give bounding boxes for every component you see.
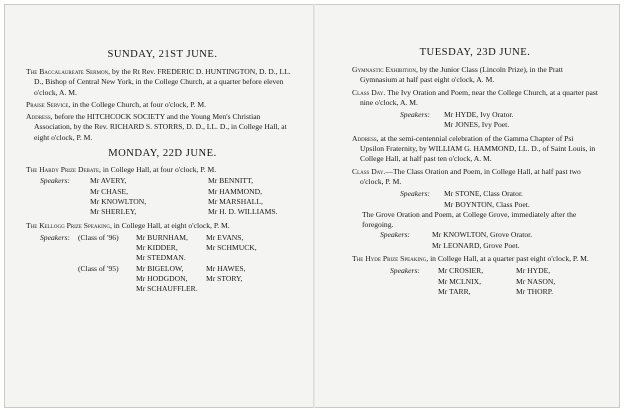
kellogg-text: in College Hall, at eight o'clock, P. M. bbox=[113, 220, 230, 230]
baccalaureate-entry bbox=[26, 67, 299, 98]
speaker-name: Mr LEONARD, Grove Poet. bbox=[432, 240, 520, 250]
gymnastic-text: by the Junior Class (Lincoln Prize), in the Pratt Gymnasium at half past eight o'clock, A. M. bbox=[360, 65, 563, 85]
speaker-name: Mr STORY, bbox=[206, 274, 243, 284]
address-title: Address, bbox=[352, 133, 379, 143]
speakers-label: Speakers: bbox=[40, 176, 70, 186]
gymnastic-title: Gymnastic Exhibition, bbox=[352, 65, 418, 74]
hyde-prize-title: The Hyde Prize Speaking, bbox=[352, 254, 429, 264]
speaker-name: Mr KIDDER, bbox=[136, 243, 178, 253]
speaker-name: Mr SCHAUFFLER. bbox=[136, 284, 198, 294]
speaker-name: Mr HYDE, bbox=[516, 266, 551, 276]
class-day-oration-entry bbox=[352, 167, 598, 188]
monday-heading: MONDAY, 22D JUNE. bbox=[108, 148, 217, 160]
class-day-ivy-text: The Ivy Oration and Poem, near the College Church, at a quarter past nine o'clock, A. M. bbox=[360, 87, 598, 107]
speaker-name: Mr MARSHALL, bbox=[208, 196, 263, 206]
hardy-title: The Hardy Prize Debate, bbox=[26, 165, 101, 175]
class-96-label: (Class of '96) bbox=[78, 232, 119, 242]
page-fold bbox=[313, 4, 315, 408]
class-day-title: Class Day. bbox=[352, 166, 386, 176]
kellogg-entry bbox=[26, 221, 299, 231]
speaker-name: Mr HAMMOND, bbox=[208, 186, 263, 196]
kellogg-speakers bbox=[26, 233, 299, 295]
grove-speakers bbox=[352, 230, 598, 251]
ivy-speakers bbox=[352, 110, 598, 131]
class-day-oration-text: —The Class Oration and Poem, in College Hall, at half past two o'clock, P. M. bbox=[360, 166, 581, 186]
psi-upsilon-address-entry bbox=[352, 134, 598, 165]
speakers-label: Speakers: bbox=[40, 232, 70, 242]
kellogg-title: The Kellogg Prize Speaking, bbox=[26, 220, 112, 230]
speaker-name: Mr KNOWLTON, bbox=[90, 196, 147, 206]
speaker-name: Mr BOYNTON, Class Poet. bbox=[444, 199, 530, 209]
speaker-name: Mr BENNITT, bbox=[208, 176, 253, 186]
speaker-name: Mr JONES, Ivy Poet. bbox=[444, 120, 510, 130]
baccalaureate-title: The Baccalaureate Sermon, bbox=[26, 67, 111, 76]
praise-text: in the College Church, at four o'clock, P. M. bbox=[72, 99, 207, 109]
speaker-name: Mr BURNHAM, bbox=[136, 232, 188, 242]
class-95-label: (Class of '95) bbox=[78, 263, 119, 273]
speakers-label: Speakers: bbox=[400, 189, 430, 199]
hardy-entry bbox=[26, 165, 299, 175]
speaker-name: Mr SCHMUCK, bbox=[206, 243, 257, 253]
speakers-label: Speakers: bbox=[400, 110, 430, 120]
hardy-speakers bbox=[26, 176, 299, 217]
praise-title: Praise Service, bbox=[26, 99, 71, 109]
baccalaureate-text: by the Rt Rev. FREDERIC D. HUNTINGTON, D. D., LL. D., Bishop of Central New York, in the College Church, at a quarter before eleven o'clock, A. M. bbox=[34, 67, 291, 97]
psi-upsilon-address-text: at the semi-centennial celebration of the Gamma Chapter of Psi Upsilon Fraternity, by WILLIAM G. HAMMOND, LL. D., of Saint Louis, in College Hall, at half past ten o'clock, A. M. bbox=[360, 133, 596, 164]
gymnastic-entry bbox=[352, 65, 598, 86]
speaker-name: Mr BIGELOW, bbox=[136, 263, 184, 273]
speaker-name: Mr CHASE, bbox=[90, 186, 128, 196]
speaker-name: Mr EVANS, bbox=[206, 232, 244, 242]
speaker-name: Mr HODGDON, bbox=[136, 274, 188, 284]
speaker-name: Mr AVERY, bbox=[90, 176, 127, 186]
address-title: Address, bbox=[26, 112, 53, 122]
speaker-name: Mr MCLNIX, bbox=[438, 276, 482, 286]
address-text: before the HITCHCOCK SOCIETY and the Young Men's Christian Association, by the Rev. RICHARD S. STORRS, D. D., LL. D., in College Hall, at eight o'clock, P. M. bbox=[34, 112, 287, 142]
class-speakers bbox=[352, 189, 598, 210]
sunday-heading: SUNDAY, 21ST JUNE. bbox=[107, 49, 218, 60]
left-page bbox=[26, 48, 299, 295]
speaker-name: Mr STONE, Class Orator. bbox=[444, 189, 523, 199]
class-day-title: Class Day. bbox=[352, 87, 386, 97]
speaker-name: Mr KNOWLTON, Grove Orator. bbox=[432, 230, 533, 240]
address-entry bbox=[26, 112, 299, 143]
speakers-label: Speakers: bbox=[390, 266, 420, 276]
hardy-text: in College Hall, at four o'clock, P. M. bbox=[102, 165, 217, 175]
speakers-label: Speakers: bbox=[380, 230, 410, 240]
speaker-name: Mr TARR, bbox=[438, 286, 471, 296]
praise-entry bbox=[26, 100, 299, 110]
class-day-ivy-entry bbox=[352, 88, 598, 109]
speaker-name: Mr CROSIER, bbox=[438, 266, 484, 276]
right-page bbox=[352, 46, 598, 297]
hyde-speakers bbox=[352, 266, 598, 297]
hyde-prize-entry bbox=[352, 254, 598, 264]
speaker-name: Mr HYDE, Ivy Orator. bbox=[444, 110, 514, 120]
tuesday-heading: TUESDAY, 23D JUNE. bbox=[419, 47, 531, 58]
speaker-name: Mr HAWES, bbox=[206, 263, 246, 273]
speaker-name: Mr NASON, bbox=[516, 276, 556, 286]
speaker-name: Mr H. D. WILLIAMS. bbox=[208, 207, 278, 217]
speaker-name: Mr SHERLEY, bbox=[90, 207, 137, 217]
speaker-name: Mr THORP. bbox=[516, 286, 553, 296]
speaker-name: Mr STEDMAN. bbox=[136, 253, 186, 263]
grove-oration-text: The Grove Oration and Poem, at College Grove, immediately after the foregoing. bbox=[362, 209, 577, 230]
hyde-prize-text: in College Hall, at a quarter past eight o'clock, P. M. bbox=[430, 254, 589, 264]
